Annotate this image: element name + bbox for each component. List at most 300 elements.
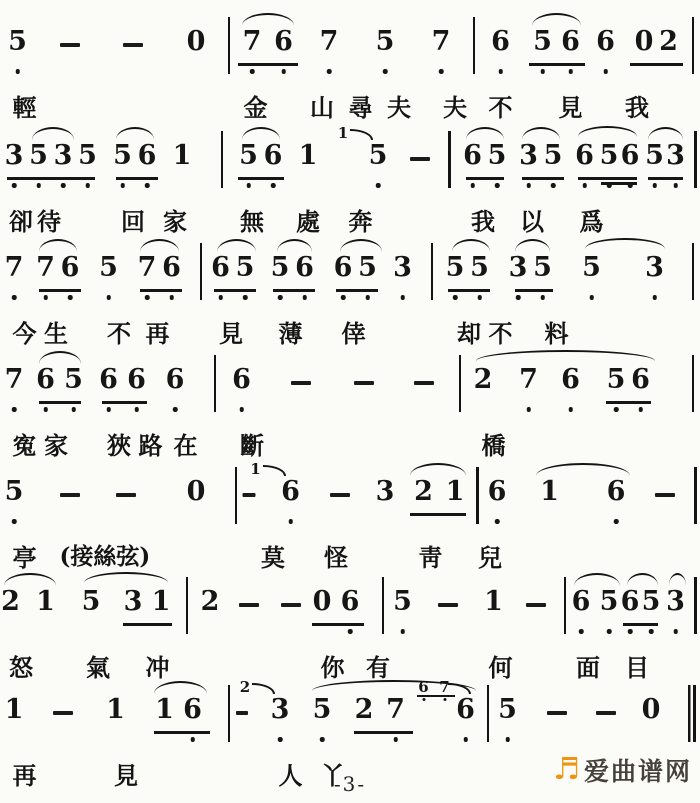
note: 6 (99, 364, 118, 395)
lyric-char: 却 (457, 319, 481, 348)
lyric-char: 狹 (107, 431, 131, 460)
lyric-char: 面 (576, 653, 600, 682)
note: 1 (298, 140, 318, 171)
beam-line (154, 731, 210, 734)
octave-dot (278, 295, 283, 300)
lyric-char: 在 (173, 431, 198, 460)
beam-line (466, 177, 505, 180)
barline (228, 17, 231, 74)
note: 2 (1, 586, 20, 617)
tie (263, 465, 286, 476)
beam-line (123, 623, 172, 626)
octave-dot (12, 407, 17, 412)
octave-dot (120, 183, 125, 188)
octave-dot (495, 183, 500, 188)
lyric-char: 金 (243, 93, 268, 122)
note: 5 (78, 140, 97, 171)
grace-note: 1 (250, 460, 261, 478)
beam-line (410, 513, 466, 516)
lyric-char: 爲 (579, 207, 604, 236)
lyric-char: 不 (488, 93, 513, 122)
note: 5 (270, 252, 290, 283)
tie (350, 129, 373, 140)
duration-dash (354, 381, 374, 385)
note: 5 (533, 26, 552, 57)
note: 6 (36, 364, 55, 395)
slur (242, 13, 295, 27)
note: 5 (375, 26, 395, 57)
slur (410, 463, 466, 477)
note: 6 (211, 252, 230, 283)
beam-line (448, 289, 490, 292)
grace-note: 1 (337, 124, 349, 142)
note: 3 (645, 252, 664, 283)
beam-line (312, 623, 365, 626)
note: 7 (137, 252, 157, 283)
octave-dot (505, 737, 510, 742)
duration-dash (53, 711, 73, 715)
duration-dash (291, 381, 311, 385)
note: 5 (99, 252, 118, 283)
note: 3 (666, 140, 685, 171)
lyric-char: 你 (320, 653, 345, 682)
note: 5 (64, 364, 83, 395)
octave-dot (477, 295, 482, 300)
barline (694, 577, 697, 634)
octave-dot (106, 295, 111, 300)
duration-dash (242, 493, 255, 497)
octave-dot (498, 69, 503, 74)
note: 7 (319, 26, 339, 57)
note: 5 (645, 140, 664, 171)
slur (217, 239, 256, 253)
slur (585, 238, 666, 250)
octave-dot (607, 183, 612, 188)
octave-dot (218, 295, 223, 300)
octave-dot (12, 183, 17, 188)
grace-note: 7 (439, 678, 450, 696)
score-line (0, 12, 700, 124)
note: 7 (386, 694, 405, 725)
octave-dot (439, 69, 444, 74)
barline (214, 355, 217, 412)
octave-dot (12, 295, 17, 300)
octave-dot (579, 629, 584, 634)
octave-dot (652, 295, 657, 300)
barline (221, 131, 224, 188)
octave-dot (614, 407, 619, 412)
note: 6 (333, 252, 353, 283)
barline (692, 17, 695, 74)
barline (431, 243, 434, 300)
beam-line (214, 289, 256, 292)
slur (532, 13, 581, 27)
duration-dash (239, 603, 259, 607)
octave-dot (603, 69, 608, 74)
note: 6 (263, 140, 283, 171)
lyric-char: 回 (121, 207, 145, 236)
octave-dot (628, 629, 633, 634)
note: 6 (561, 364, 580, 395)
note: 2 (473, 364, 493, 395)
note: 5 (641, 586, 661, 617)
octave-dot (365, 295, 370, 300)
lyric-char: 人 (278, 761, 303, 790)
note: 5 (235, 252, 255, 283)
note: 6 (487, 476, 507, 507)
rest-note: 0 (186, 476, 206, 507)
barline (459, 355, 462, 412)
octave-dot (169, 295, 174, 300)
octave-dot (15, 69, 20, 74)
note: 5 (393, 586, 412, 617)
note: 6 (456, 694, 475, 725)
note: 3 (666, 586, 685, 617)
note: 3 (53, 140, 73, 171)
barline (564, 577, 567, 634)
lyric-char: 今 (12, 319, 37, 348)
octave-dot (302, 295, 307, 300)
lyric-char: 我 (471, 207, 495, 236)
note: 6 (620, 586, 640, 617)
octave-dot (551, 183, 556, 188)
duration-dash (438, 603, 458, 607)
octave-dot (673, 629, 678, 634)
note: 5 (445, 252, 465, 283)
note: 6 (162, 252, 181, 283)
slur (116, 127, 155, 141)
note: 5 (599, 140, 619, 171)
octave-dot (12, 519, 17, 524)
slur (140, 239, 179, 253)
lyric-char: 見 (219, 319, 243, 348)
note: 6 (340, 586, 360, 617)
note: 7 (4, 364, 24, 395)
slur (340, 239, 382, 253)
beam-line (238, 63, 298, 66)
octave-dot (239, 407, 244, 412)
lyric-char: 橋 (481, 431, 506, 460)
octave-dot (516, 295, 521, 300)
lyric-char: 生 (44, 319, 68, 348)
barline (694, 467, 697, 524)
note: 5 (29, 140, 48, 171)
octave-dot (376, 183, 381, 188)
beam-line (336, 289, 378, 292)
octave-dot (278, 737, 283, 742)
lyric-char: 我 (625, 93, 649, 122)
octave-dot (106, 407, 111, 412)
site-watermark (553, 752, 692, 788)
octave-dot (400, 629, 405, 634)
barline (692, 243, 695, 300)
note: 7 (519, 364, 538, 395)
duration-dash (410, 157, 430, 161)
octave-dot (85, 183, 90, 188)
octave-dot (383, 69, 388, 74)
octave-dot (281, 69, 286, 74)
lyric-char: 氣 (86, 653, 110, 682)
barline (186, 577, 189, 634)
slur (578, 126, 638, 138)
octave-dot (568, 69, 573, 74)
duration-dash (414, 381, 434, 385)
lyric-char: 兒 (478, 543, 502, 572)
duration-dash (123, 43, 143, 47)
final-barline (688, 685, 696, 742)
score-line (0, 238, 700, 350)
note: 3 (508, 252, 528, 283)
octave-dot (607, 629, 612, 634)
lyric-char: 夫 (443, 93, 467, 122)
note: 3 (123, 586, 143, 617)
grace-note: 2 (239, 678, 251, 696)
slur (536, 463, 631, 477)
octave-dot (470, 183, 475, 188)
note: 5 (113, 140, 132, 171)
octave-dot (422, 698, 425, 701)
slur (32, 127, 74, 141)
barline (476, 467, 479, 524)
beam-line (623, 623, 658, 626)
note: 5 (582, 252, 601, 283)
beam-line (102, 401, 148, 404)
barline (228, 685, 231, 742)
lyric-char: 料 (544, 319, 569, 348)
note: 7 (431, 26, 451, 57)
note: 7 (36, 252, 55, 283)
note: 3 (519, 140, 538, 171)
watermark-site-name: 爱曲谱网 (583, 757, 692, 786)
lyric-char: 輕 (12, 93, 37, 122)
beam-line (354, 731, 414, 734)
lyric-char: 寃 (12, 431, 37, 460)
lyric-char: 再 (12, 761, 37, 790)
note: 5 (8, 26, 27, 57)
score-line (0, 126, 700, 238)
lyric-char: 薄 (278, 319, 303, 348)
slur (242, 127, 281, 141)
octave-dot (582, 183, 587, 188)
duration-dash (60, 43, 80, 47)
note: 6 (491, 26, 510, 57)
lyric-char: (接絲弦) (59, 543, 151, 570)
octave-dot (463, 737, 468, 742)
note: 6 (631, 364, 650, 395)
octave-dot (134, 407, 139, 412)
duration-dash (655, 493, 675, 497)
note: 5 (599, 586, 619, 617)
note: 5 (358, 252, 377, 283)
note: 3 (4, 140, 24, 171)
octave-dot (61, 183, 66, 188)
lyric-char: 以 (520, 207, 544, 236)
duration-dash (60, 493, 80, 497)
note: 7 (4, 252, 24, 283)
note: 3 (375, 476, 395, 507)
lyric-char: 目 (625, 653, 649, 682)
lyric-char: 奔 (348, 207, 373, 236)
note: 1 (155, 694, 174, 725)
octave-dot (341, 295, 346, 300)
duration-dash (116, 493, 136, 497)
note: 3 (393, 252, 412, 283)
tie (448, 683, 471, 694)
note: 5 (81, 586, 101, 617)
slur (515, 239, 550, 253)
note: 3 (270, 694, 290, 725)
octave-dot (526, 183, 531, 188)
barline (448, 131, 451, 188)
note: 5 (470, 252, 489, 283)
note: 7 (242, 26, 262, 57)
slur (154, 681, 207, 695)
lyric-char: 怒 (9, 653, 33, 682)
octave-dot (68, 295, 73, 300)
lyric-char: 尋 (348, 93, 373, 122)
note: 6 (571, 586, 591, 617)
slur (4, 573, 57, 587)
octave-dot (393, 737, 398, 742)
duration-dash (330, 493, 350, 497)
note: 5 (543, 140, 563, 171)
octave-dot (243, 295, 248, 300)
note: 2 (200, 586, 220, 617)
lyric-char: 何 (488, 653, 513, 682)
octave-dot (628, 183, 633, 188)
barline (382, 577, 385, 634)
lyric-char: 再 (145, 319, 170, 348)
lyric-char: 夫 (387, 93, 411, 122)
octave-dot (288, 519, 293, 524)
octave-dot (589, 295, 594, 300)
note: 6 (60, 252, 80, 283)
note: 1 (172, 140, 192, 171)
lyric-char: 不 (107, 319, 131, 348)
score-line (0, 350, 700, 462)
note: 2 (414, 476, 433, 507)
slur (39, 351, 81, 365)
octave-dot (568, 407, 573, 412)
octave-dot (173, 407, 178, 412)
lyric-char: 不 (488, 319, 513, 348)
lyric-char: 斷 (240, 431, 264, 460)
octave-dot (495, 519, 500, 524)
beam-line (39, 289, 81, 292)
note: 1 (106, 694, 125, 725)
note: 1 (4, 694, 24, 725)
note: 6 (575, 140, 594, 171)
note: 2 (659, 26, 678, 57)
grace-note: 6 (418, 678, 429, 696)
lyric-char: 倖 (341, 319, 366, 348)
octave-dot (71, 407, 76, 412)
note: 2 (354, 694, 374, 725)
rest-note: 0 (312, 586, 332, 617)
octave-dot (649, 629, 654, 634)
lyric-char: 路 (138, 431, 163, 460)
octave-dot (190, 737, 195, 742)
octave-dot (250, 69, 255, 74)
note: 6 (561, 26, 580, 57)
octave-dot (43, 407, 48, 412)
score-line (0, 462, 700, 574)
octave-dot (43, 295, 48, 300)
octave-dot (36, 183, 41, 188)
duration-dash (281, 603, 301, 607)
lyric-char: 家 (163, 207, 187, 236)
note: 5 (368, 140, 388, 171)
barline (692, 355, 695, 412)
barline (200, 243, 203, 300)
beam-line (273, 289, 315, 292)
beam-line (648, 177, 683, 180)
lyric-char: 莫 (261, 543, 285, 572)
barline (473, 17, 476, 74)
octave-dot (327, 69, 332, 74)
note: 5 (487, 140, 507, 171)
beam-line (630, 63, 683, 66)
note: 6 (281, 476, 300, 507)
barline (487, 685, 490, 742)
slur (39, 239, 78, 253)
note: 6 (606, 476, 626, 507)
page-number: -3- (333, 772, 367, 796)
note: 6 (295, 252, 314, 283)
note: 6 (232, 364, 251, 395)
octave-dot (246, 183, 251, 188)
duration-dash (596, 711, 616, 715)
note: 1 (151, 586, 171, 617)
barline (694, 131, 697, 188)
beam-line (238, 177, 284, 180)
beam-line (39, 401, 81, 404)
tie (252, 683, 275, 694)
rest-note: 0 (186, 26, 206, 57)
beam-line (140, 289, 182, 292)
beam-line (529, 63, 585, 66)
barline (235, 467, 238, 524)
duration-dash (526, 603, 546, 607)
slur (522, 127, 561, 141)
lyric-char: 冲 (145, 653, 170, 682)
note: 1 (36, 586, 55, 617)
note: 5 (4, 476, 24, 507)
lyric-char: 處 (296, 207, 320, 236)
lyric-char: 待 (37, 207, 61, 236)
note: 5 (533, 252, 552, 283)
note: 1 (540, 476, 559, 507)
note: 1 (445, 476, 465, 507)
beam-line (606, 401, 652, 404)
slur (574, 573, 620, 587)
note: 6 (463, 140, 482, 171)
slur (648, 127, 683, 141)
beam-line (116, 177, 158, 180)
score-line (0, 572, 700, 684)
slur (476, 350, 655, 362)
rest-note: 0 (634, 26, 654, 57)
octave-dot (348, 629, 353, 634)
duration-dash (547, 711, 567, 715)
note: 5 (239, 140, 258, 171)
lyric-char: 靑 (418, 543, 443, 572)
octave-dot (673, 183, 678, 188)
slur (84, 572, 168, 584)
note: 5 (606, 364, 626, 395)
octave-dot (453, 295, 458, 300)
note: 5 (312, 694, 332, 725)
